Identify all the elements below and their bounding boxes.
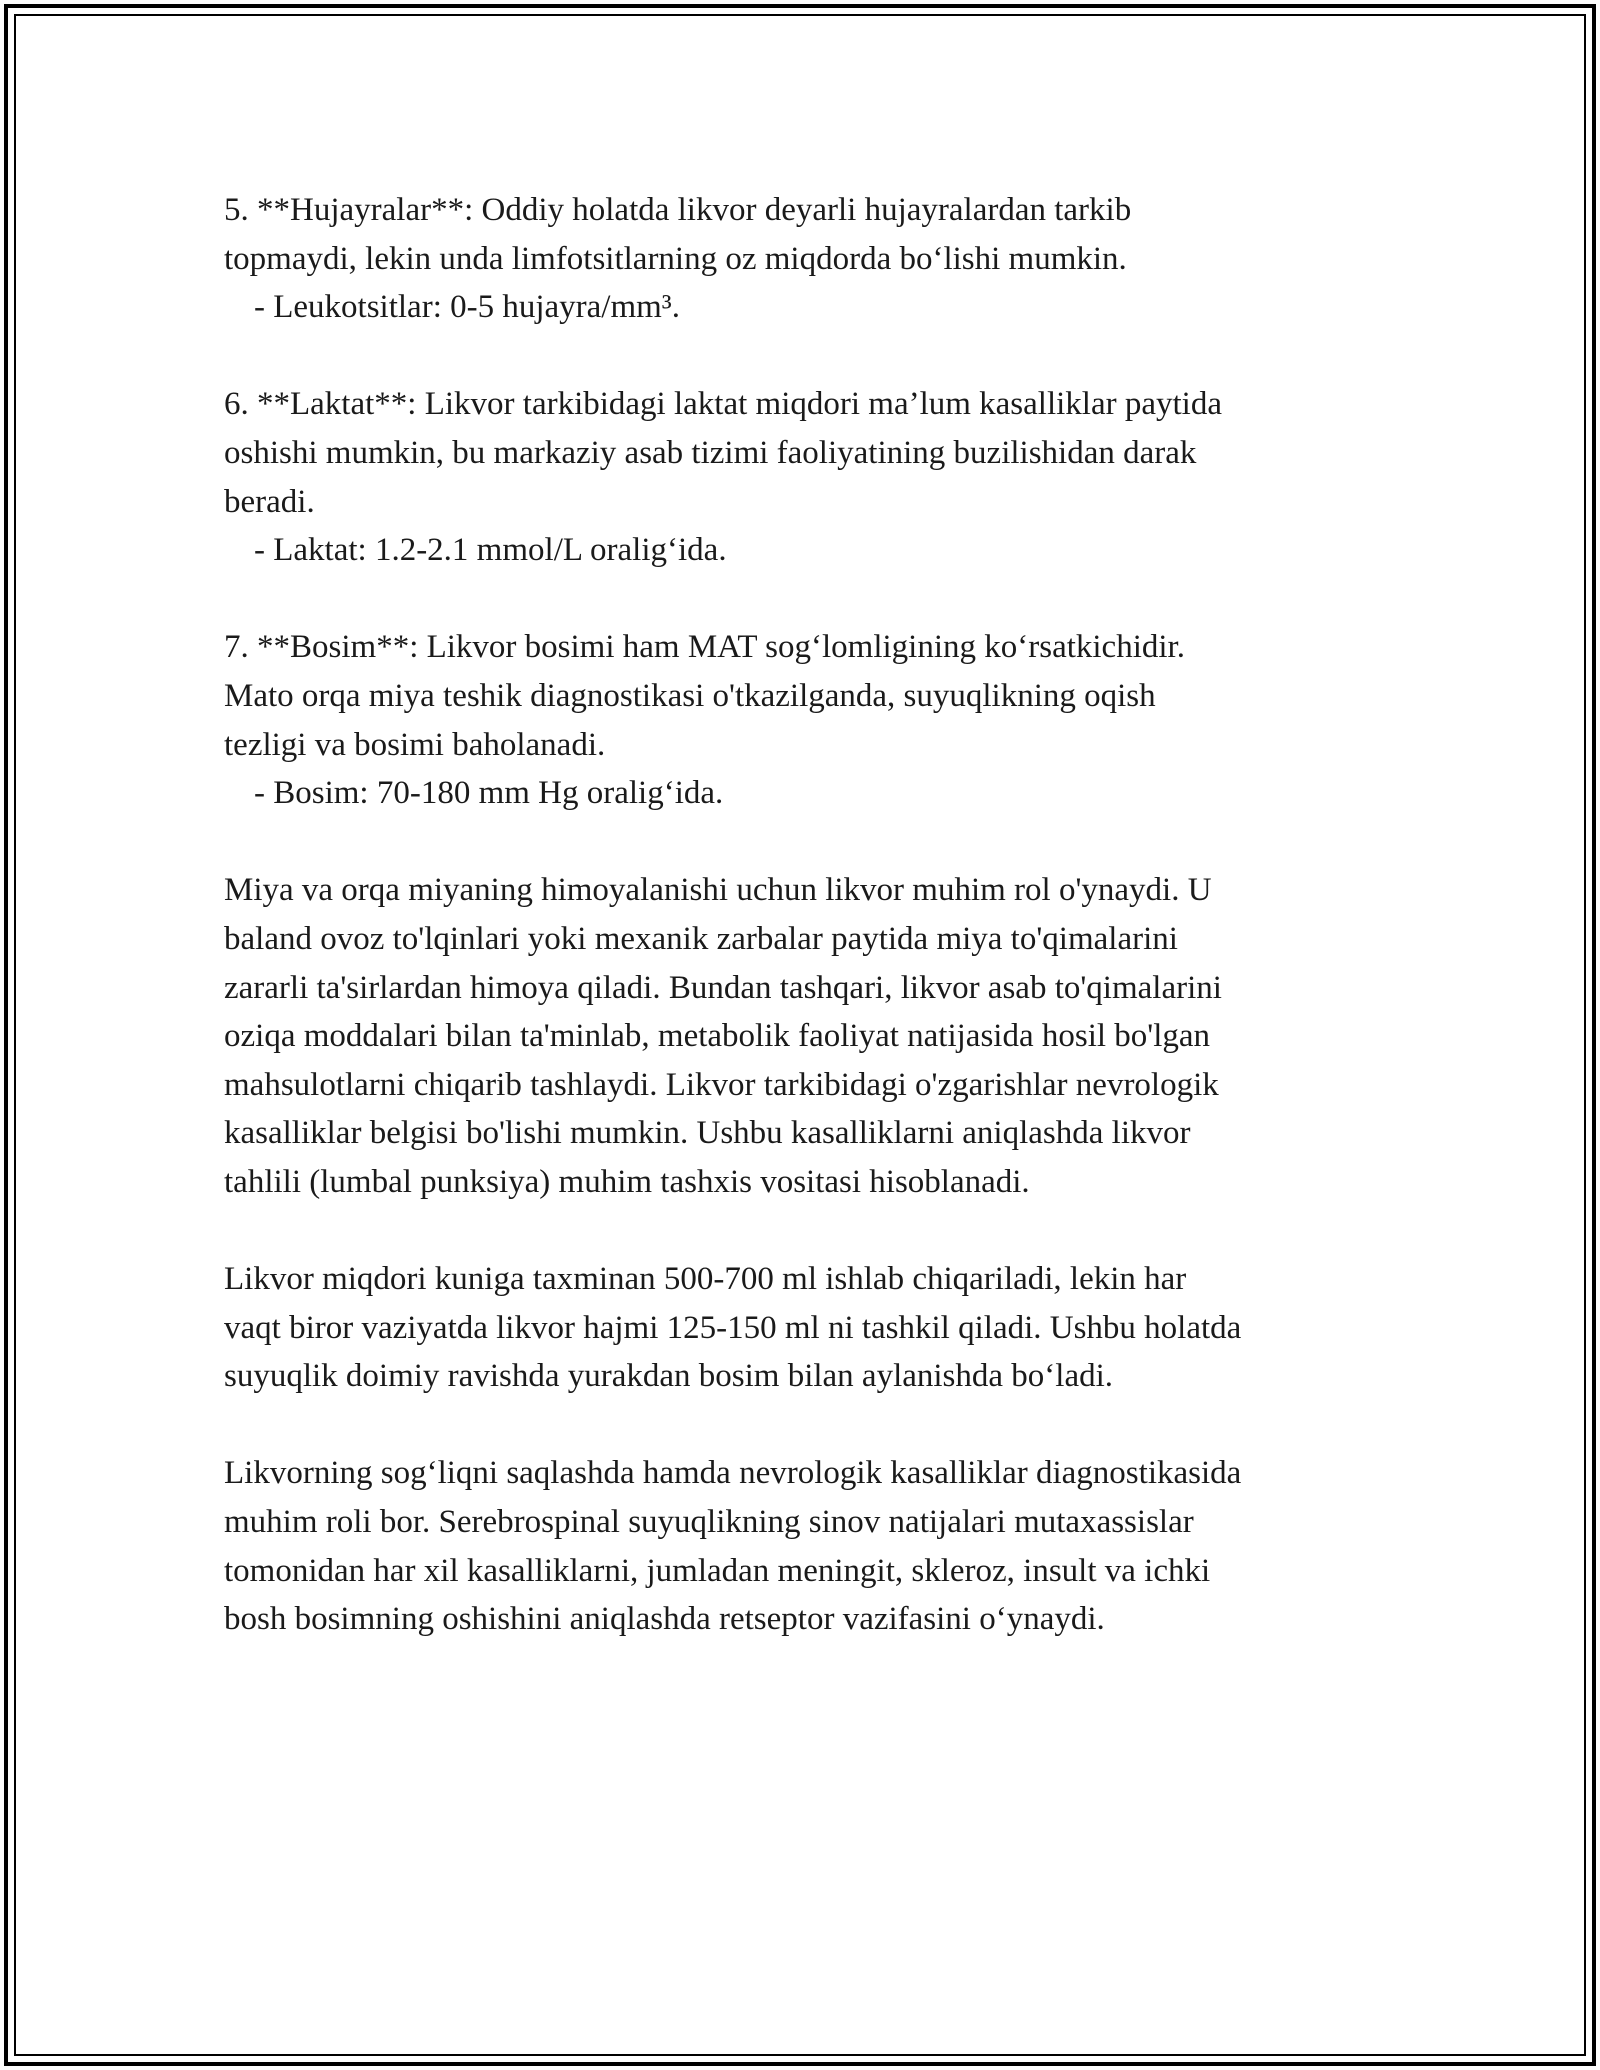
text-line: suyuqlik doimiy ravishda yurakdan bosim bilan aylanishda bo‘ladi. (224, 1358, 1114, 1395)
sub-item-bosim: - Bosim: 70-180 mm Hg oralig‘ida. (254, 775, 724, 812)
text-line: 7. **Bosim**: Likvor bosimi ham MAT sog‘lomligining ko‘rsatkichidir. (224, 629, 1185, 666)
text-line: Miya va orqa miyaning himoyalanishi uchun likvor muhim rol o'ynaydi. U (224, 872, 1212, 909)
list-item-bosim (224, 623, 1389, 817)
text-line: vaqt biror vaziyatda likvor hajmi 125-150 ml ni tashkil qiladi. Ushbu holatda (224, 1309, 1242, 1346)
text-line: oshishi mumkin, bu markaziy asab tizimi faoliyatining buzilishidan darak (224, 434, 1197, 471)
text-line: baland ovoz to'lqinlari yoki mexanik zarbalar paytida miya to'qimalarini (224, 920, 1178, 957)
document-body (224, 186, 1389, 1644)
text-line: tomonidan har xil kasalliklarni, jumladan meningit, skleroz, insult va ichki (224, 1552, 1211, 1589)
list-item-hujayralar (224, 186, 1389, 332)
text-line: Likvor miqdori kuniga taxminan 500-700 ml ishlab chiqariladi, lekin har (224, 1261, 1187, 1298)
text-line: topmaydi, lekin unda limfotsitlarning oz miqdorda bo‘lishi mumkin. (224, 240, 1127, 277)
sub-item-laktat: - Laktat: 1.2-2.1 mmol/L oralig‘ida. (254, 532, 727, 569)
text-line: kasalliklar belgisi bo'lishi mumkin. Ushbu kasalliklarni aniqlashda likvor (224, 1115, 1191, 1152)
text-line: 5. **Hujayralar**: Oddiy holatda likvor deyarli hujayralardan tarkib (224, 192, 1132, 228)
text-line: tahlili (lumbal punksiya) muhim tashxis vositasi hisoblanadi. (224, 1163, 1030, 1200)
paragraph-miqdor (224, 1255, 1389, 1401)
list-item-laktat (224, 380, 1389, 574)
paragraph-himoya (224, 866, 1389, 1206)
text-line: bosh bosimning oshishini aniqlashda retseptor vazifasini o‘ynaydi. (224, 1601, 1105, 1638)
text-line: zararli ta'sirlardan himoya qiladi. Bundan tashqari, likvor asab to'qimalarini (224, 969, 1222, 1006)
text-line: oziqa moddalari bilan ta'minlab, metabolik faoliyat natijasida hosil bo'lgan (224, 1018, 1211, 1055)
text-line: muhim roli bor. Serebrospinal suyuqlikning sinov natijalari mutaxassislar (224, 1504, 1194, 1541)
sub-item-leukotsitlar: - Leukotsitlar: 0-5 hujayra/mm³. (254, 289, 680, 326)
text-line: beradi. (224, 483, 315, 520)
paragraph-diagnostika (224, 1449, 1389, 1643)
text-line: Mato orqa miya teshik diagnostikasi o'tkazilganda, suyuqlikning oqish (224, 677, 1156, 714)
text-line: Likvorning sog‘liqni saqlashda hamda nevrologik kasalliklar diagnostikasida (224, 1455, 1242, 1492)
text-line: tezligi va bosimi baholanadi. (224, 726, 606, 763)
text-line: mahsulotlarni chiqarib tashlaydi. Likvor tarkibidagi o'zgarishlar nevrologik (224, 1066, 1219, 1103)
text-line: 6. **Laktat**: Likvor tarkibidagi laktat miqdori ma’lum kasalliklar paytida (224, 386, 1222, 423)
